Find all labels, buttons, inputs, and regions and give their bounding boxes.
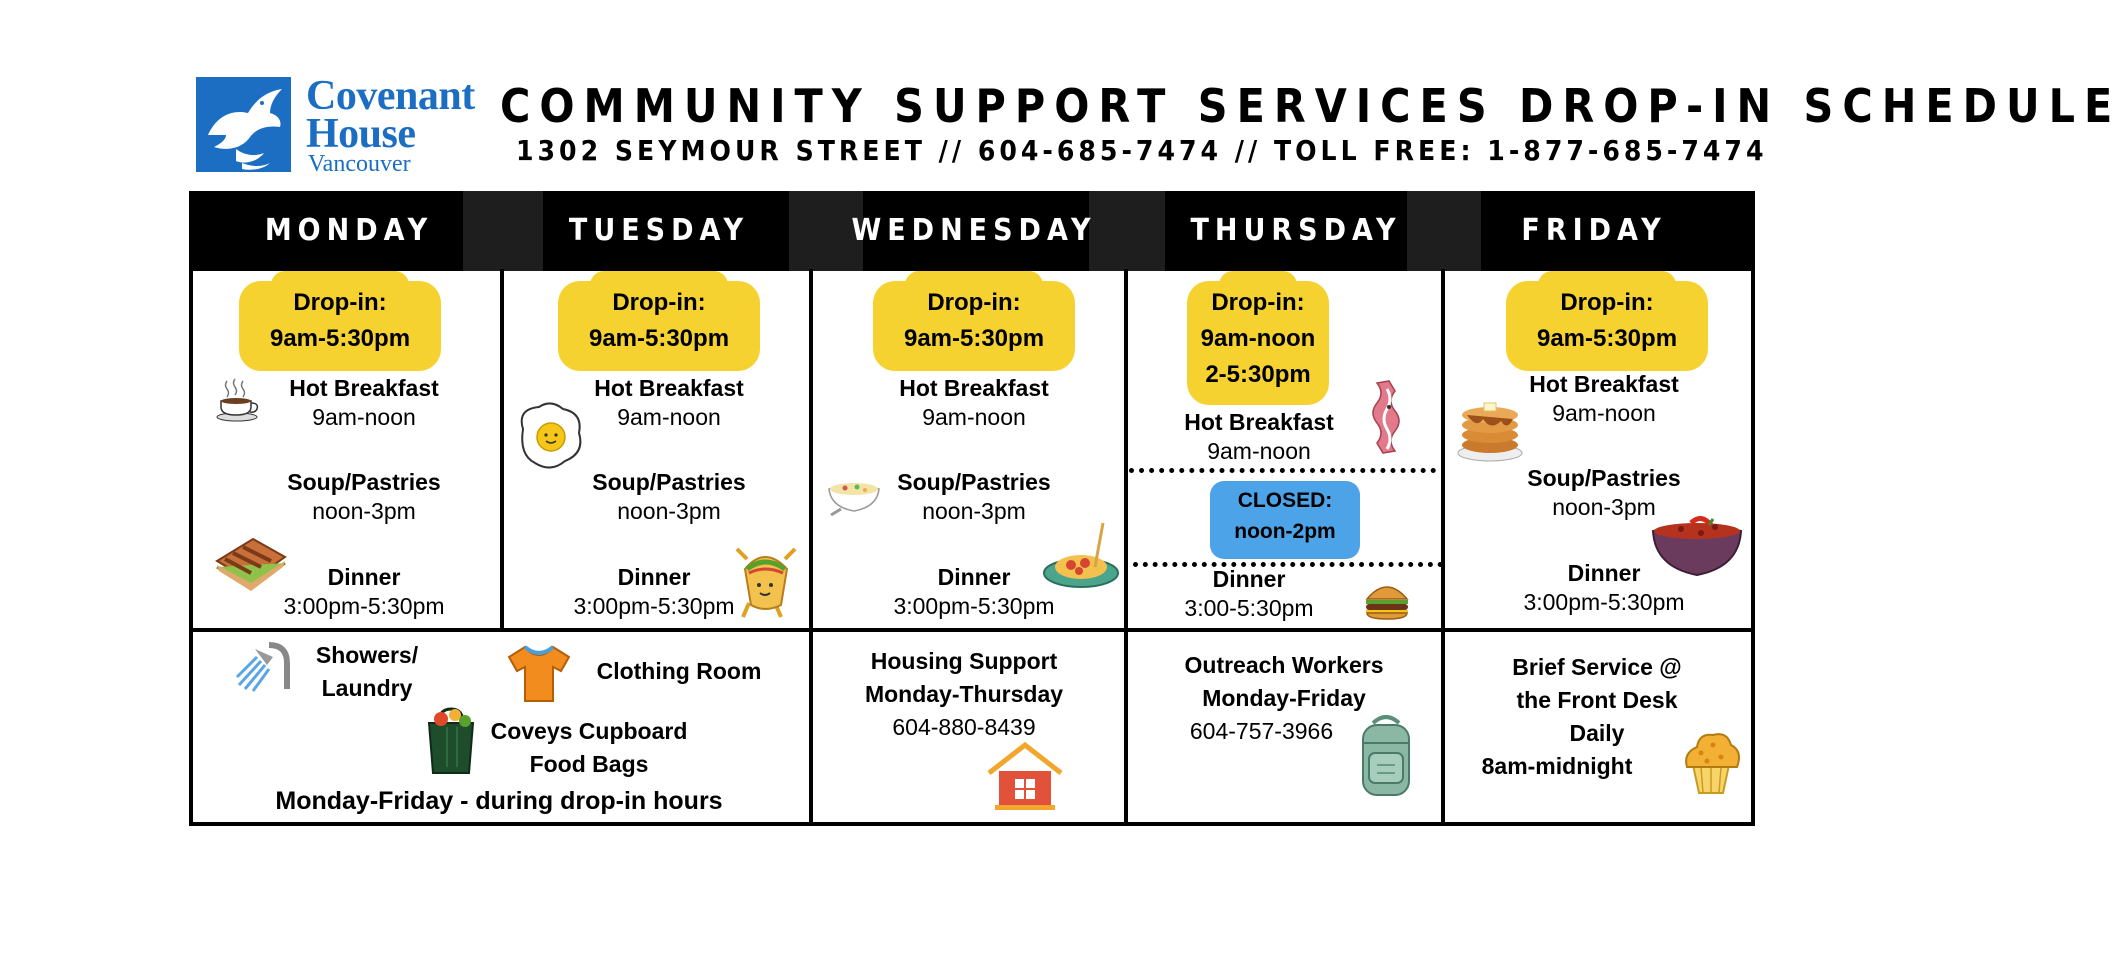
dropin-badge-friday <box>1506 281 1708 371</box>
dropin-label: Drop-in: <box>1560 289 1654 316</box>
service-housing-support: Housing Support Monday-Thursday <box>864 648 1064 707</box>
grid-line <box>189 822 1755 826</box>
dropin-hours: 2-5:30pm <box>1205 361 1311 388</box>
meal-wednesday-soup: Soup/Pastries noon-3pm <box>897 469 1051 524</box>
meal-friday-soup: Soup/Pastries noon-3pm <box>1527 465 1681 520</box>
page-title: COMMUNITY SUPPORT SERVICES DROP-IN SCHEDULE <box>500 79 2121 133</box>
dropin-hours: 9am-noon <box>1200 325 1316 352</box>
dropin-badge-tuesday <box>558 281 760 371</box>
soup-bowl-icon <box>827 473 881 517</box>
logo-line-covenant: Covenant <box>306 73 475 119</box>
dropin-hours: 9am-5:30pm <box>588 325 730 352</box>
meal-monday-soup: Soup/Pastries noon-3pm <box>287 469 441 524</box>
muffin-icon <box>1683 731 1739 795</box>
outreach-phone: 604-757-3966 <box>1189 718 1334 744</box>
dropin-badge-wednesday <box>873 281 1075 371</box>
grid-line <box>189 628 1755 632</box>
service-showers: Showers/ Laundry <box>315 642 419 701</box>
sandwich-icon <box>213 531 289 595</box>
covenant-house-logo <box>196 73 486 177</box>
dropin-hours: 9am-5:30pm <box>1536 325 1678 352</box>
spaghetti-icon <box>1041 521 1121 591</box>
meal-friday-dinner: Dinner 3:00pm-5:30pm <box>1523 560 1685 615</box>
grocery-bag-icon <box>421 699 481 775</box>
service-coveys-cupboard: Coveys Cupboard Food Bags <box>490 718 688 777</box>
logo-line-vancouver: Vancouver <box>308 151 411 177</box>
day-header-bar <box>189 191 1755 271</box>
grid-line <box>189 269 193 826</box>
burger-icon <box>1363 583 1411 621</box>
dropin-label: Drop-in: <box>293 289 387 316</box>
dropin-label: Drop-in: <box>927 289 1021 316</box>
closed-hours: noon-2pm <box>1234 520 1336 543</box>
service-clothing-room: Clothing Room <box>596 658 762 684</box>
dropin-hours: 9am-5:30pm <box>903 325 1045 352</box>
meal-thursday-dinner: Dinner 3:00-5:30pm <box>1184 566 1314 621</box>
grid-line <box>1441 269 1445 826</box>
dropin-label: Drop-in: <box>1211 289 1305 316</box>
brief-service-hours: 8am-midnight <box>1481 753 1633 779</box>
meal-wednesday-breakfast: Hot Breakfast 9am-noon <box>899 375 1049 430</box>
chili-bowl-icon <box>1651 515 1743 579</box>
day-tuesday: TUESDAY <box>568 213 750 248</box>
grid-line <box>1124 269 1128 826</box>
grid-line <box>1751 269 1755 826</box>
grid-line <box>809 269 813 826</box>
schedule-grid <box>189 191 1755 826</box>
service-brief-service: Brief Service @ the Front Desk Daily <box>1512 654 1682 746</box>
coffee-cup-icon <box>215 377 263 423</box>
fried-egg-icon <box>513 399 587 471</box>
day-friday: FRIDAY <box>1521 213 1667 248</box>
housing-phone: 604-880-8439 <box>892 714 1036 740</box>
logo-line-house: House <box>306 111 416 157</box>
dropin-hours: 9am-5:30pm <box>269 325 411 352</box>
day-monday: MONDAY <box>264 213 434 248</box>
meal-wednesday-dinner: Dinner 3:00pm-5:30pm <box>893 564 1055 619</box>
service-outreach-workers: Outreach Workers Monday-Friday <box>1184 652 1384 711</box>
pancakes-icon <box>1455 395 1525 463</box>
meal-monday-breakfast: Hot Breakfast 9am-noon <box>289 375 439 430</box>
meal-tuesday-breakfast: Hot Breakfast 9am-noon <box>594 375 744 430</box>
meal-tuesday-dinner: Dinner 3:00pm-5:30pm <box>573 564 735 619</box>
meal-friday-breakfast: Hot Breakfast 9am-noon <box>1529 371 1679 426</box>
day-wednesday: WEDNESDAY <box>851 213 1097 248</box>
dropin-badge-monday <box>239 281 441 371</box>
dove-logo-icon <box>196 77 291 172</box>
shower-icon <box>235 641 295 697</box>
meal-tuesday-soup: Soup/Pastries noon-3pm <box>592 469 746 524</box>
closed-badge-thursday <box>1210 481 1360 559</box>
grid-line <box>500 269 504 631</box>
backpack-icon <box>1355 713 1417 799</box>
meal-thursday-breakfast: Hot Breakfast 9am-noon <box>1184 409 1334 464</box>
bacon-icon <box>1373 379 1407 457</box>
closed-label: CLOSED: <box>1237 489 1333 512</box>
closed-divider-top <box>1129 468 1436 473</box>
dropin-label: Drop-in: <box>612 289 706 316</box>
taco-icon <box>731 543 801 621</box>
meal-monday-dinner: Dinner 3:00pm-5:30pm <box>283 564 445 619</box>
dropin-badge-thursday <box>1187 281 1329 405</box>
services-footer: Monday-Friday - during drop-in hours <box>275 787 723 815</box>
day-thursday: THURSDAY <box>1190 213 1402 248</box>
tshirt-icon <box>505 643 573 705</box>
house-icon <box>985 743 1065 811</box>
address-phone-line: 1302 SEYMOUR STREET // 604-685-7474 // TOLL FREE: 1-877-685-7474 <box>516 134 1768 167</box>
